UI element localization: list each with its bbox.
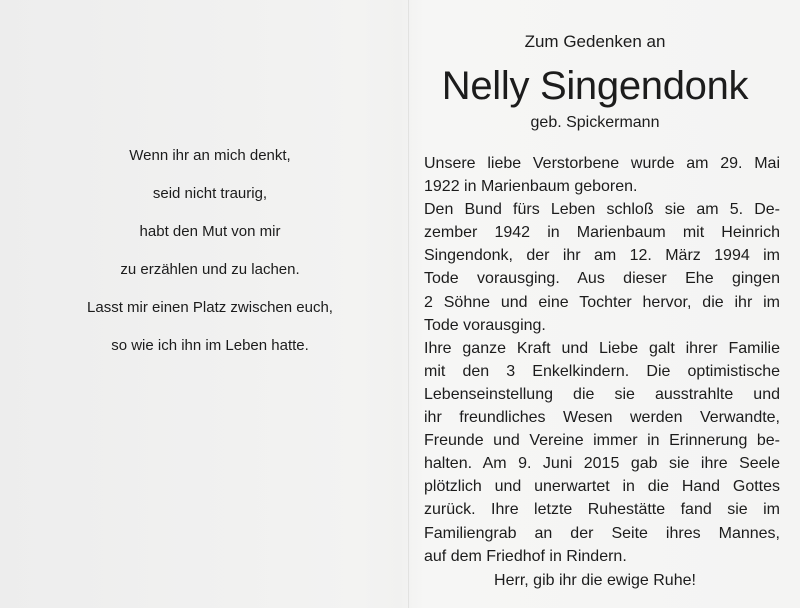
- closing-prayer: Herr, gib ihr die ewige Ruhe!: [494, 572, 696, 589]
- bio-line: Den Bund fürs Leben schloß sie am 5. De-: [424, 201, 780, 219]
- bio-line: halten. Am 9. Juni 2015 gab sie ihre Seele: [424, 455, 780, 473]
- poem-line: habt den Mut von mir: [139, 223, 281, 240]
- birth-name: geb. Spickermann: [530, 114, 660, 131]
- bio-line: 2 Söhne und eine Tochter hervor, die ihr im: [424, 293, 780, 311]
- memorial-heading: Zum Gedenken an: [524, 32, 666, 51]
- bio-line: Unsere liebe Verstorbene wurde am 29. Mai: [424, 155, 780, 172]
- bio-line: Lebenseinstellung die sie ausstrahlte und: [424, 385, 780, 403]
- poem-line: Lasst mir einen Platz zwischen euch,: [87, 299, 333, 316]
- bio-line: mit den 3 Enkelkindern. Die optimistische: [424, 362, 780, 380]
- bio-line: Freunde und Vereine immer in Erinnerung be-: [424, 432, 780, 450]
- bio-line: Tode vorausging. Aus dieser Ehe gingen: [424, 270, 780, 288]
- right-page: [410, 0, 800, 608]
- bio-line: Singendonk, der ihr am 12. März 1994 im: [424, 247, 780, 265]
- bio-line: Familiengrab an der Seite ihres Mannes,: [424, 524, 780, 542]
- bio-line: Tode vorausging.: [424, 316, 546, 334]
- poem: [20, 144, 400, 372]
- bio-line: zember 1942 in Marienbaum mit Heinrich: [424, 224, 780, 242]
- poem-line: so wie ich ihn im Leben hatte.: [111, 337, 309, 354]
- bio-line: Ihre ganze Kraft und Liebe galt ihrer Familie: [424, 339, 780, 357]
- bio-line: ihr freundliches Wesen werden Verwandte,: [424, 409, 780, 427]
- deceased-name: Nelly Singendonk: [441, 64, 749, 108]
- bio-line: plötzlich und unerwartet in die Hand Gottes: [424, 478, 780, 496]
- poem-line: Wenn ihr an mich denkt,: [129, 147, 291, 164]
- bio-line: 1922 in Marienbaum geboren.: [424, 178, 638, 196]
- poem-line: zu erzählen und zu lachen.: [120, 261, 300, 278]
- bio-line: zurück. Ihre letzte Ruhestätte fand sie im: [424, 501, 780, 519]
- bio-line: auf dem Friedhof in Rindern.: [424, 547, 627, 565]
- biography: [424, 152, 780, 568]
- poem-line: seid nicht traurig,: [152, 185, 268, 202]
